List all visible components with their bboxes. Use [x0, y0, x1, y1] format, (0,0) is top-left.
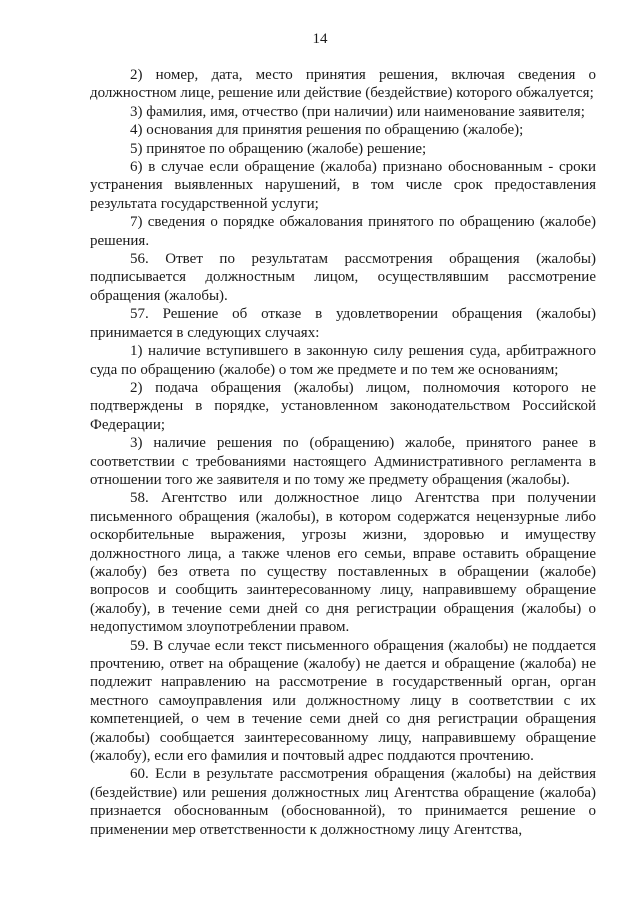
paragraph-clause-57-item-3: 3) наличие решения по (обращению) жалобе, принятого ранее в соответствии с требованиями настоящего Административного регламента в отношении того же заявителя и по тому же предмету обращения (жалобы).	[90, 435, 596, 488]
paragraph-item-5: 5) принятое по обращению (жалобе) решение;	[130, 140, 427, 157]
page-number: 14	[312, 31, 328, 47]
paragraph-item-3: 3) фамилия, имя, отчество (при наличии) или наименование заявителя;	[130, 103, 585, 120]
paragraph-item-4: 4) основания для принятия решения по обращению (жалобе);	[130, 122, 524, 139]
paragraph-clause-57-item-2: 2) подача обращения (жалобы) лицом, полномочия которого не подтверждены в порядке, установленном законодательством Российской Федерации;	[90, 379, 596, 433]
paragraph-item-6: 6) в случае если обращение (жалоба) признано обоснованным - сроки устранения выявленных нарушений, в том числе срок предоставления результата государственной услуги;	[90, 159, 596, 212]
paragraph-clause-57: 57. Решение об отказе в удовлетворении обращения (жалобы) принимается в следующих случаях:	[90, 306, 596, 341]
paragraph-clause-57-item-1: 1) наличие вступившего в законную силу решения суда, арбитражного суда по обращению (жалобе) о том же предмете и по тем же основаниям;	[90, 343, 596, 378]
document-body	[90, 66, 596, 839]
paragraph-item-2: 2) номер, дата, место принятия решения, включая сведения о должностном лице, решение или действие (бездействие) которого обжалуется;	[90, 67, 596, 102]
paragraph-clause-56: 56. Ответ по результатам рассмотрения обращения (жалобы) подписывается должностным лицом, осуществлявшим рассмотрение обращения (жалобы).	[90, 251, 596, 304]
paragraph-clause-60: 60. Если в результате рассмотрения обращения (жалобы) на действия (бездействие) или решения должностных лиц Агентства обращение (жалоба) признается обоснованным (обоснованной), то принимается решение о применении мер ответственности к должностному лицу Агентства,	[90, 766, 596, 838]
paragraph-clause-58: 58. Агентство или должностное лицо Агентства при получении письменного обращения (жалобы), в котором содержатся нецензурные либо оскорбительные выражения, угрозы жизни, здоровью и имуществу должностного лица, а также членов его семьи, вправе оставить обращение (жалобу) без ответа по существу поставленных в обращении (жалобе) вопросов и сообщить заинтересованному лицу, направившему обращение (жалобу), в течение семи дней со дня регистрации обращения (жалобы) о недопустимом злоупотреблении правом.	[90, 490, 596, 636]
paragraph-item-7: 7) сведения о порядке обжалования принятого по обращению (жалобе) решения.	[90, 214, 596, 249]
paragraph-clause-59: 59. В случае если текст письменного обращения (жалобы) не поддается прочтению, ответ на обращение (жалобу) не дается и обращение (жалоба) не подлежит направлению на рассмотрение в государственный орган, орган местного самоуправления или должностному лицу в соответствии с их компетенцией, о чем в течение семи дней со дня регистрации обращения (жалобы) сообщается заинтересованному лицу, направившему обращение (жалобу), если его фамилия и почтовый адрес поддаются прочтению.	[90, 637, 596, 765]
